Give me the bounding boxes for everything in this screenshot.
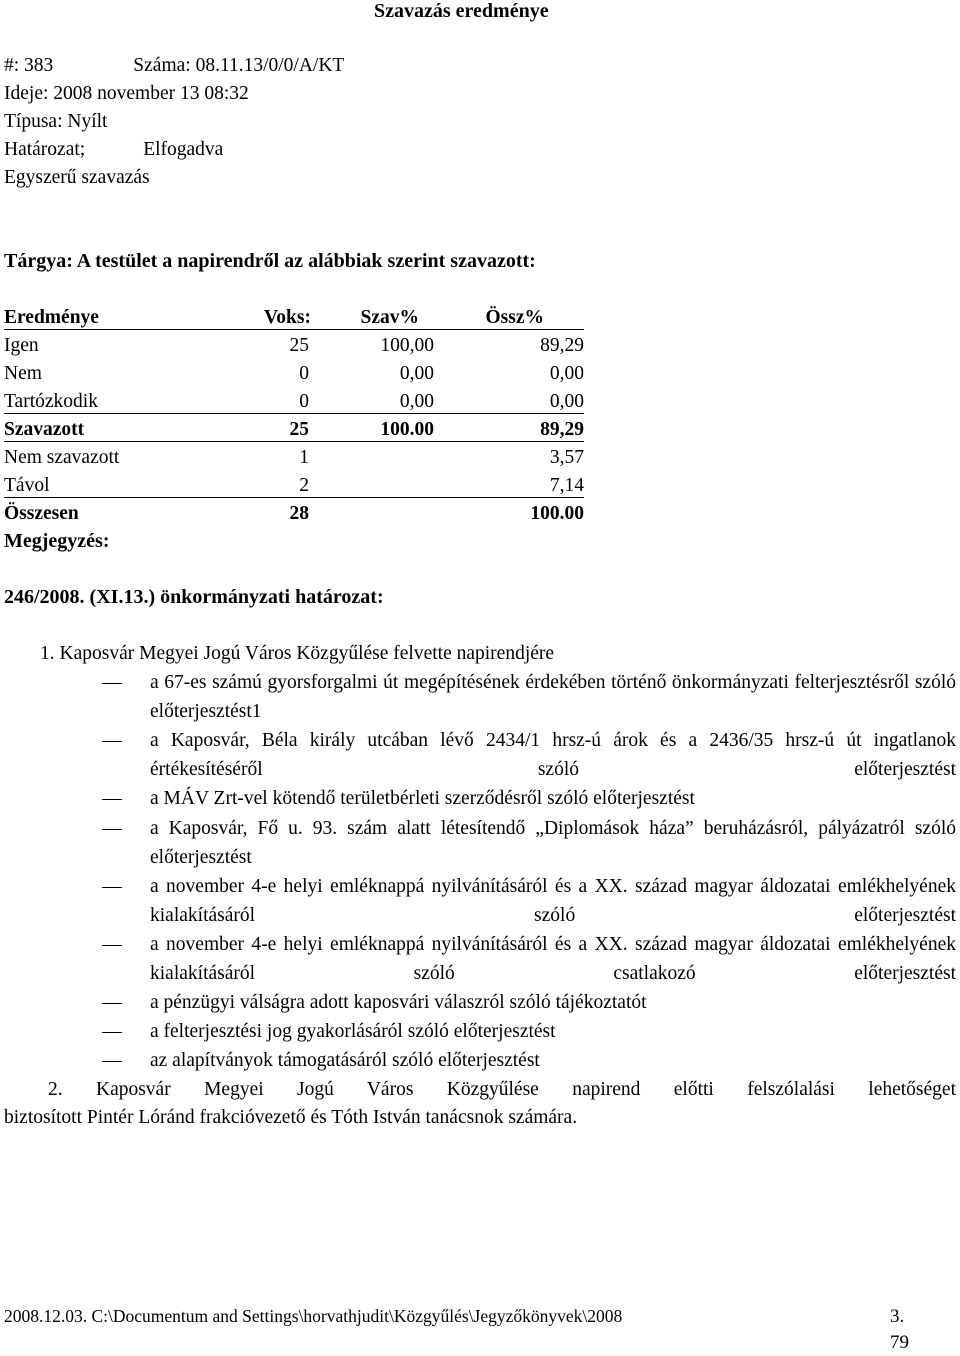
row-total: 89,29 bbox=[540, 335, 584, 356]
header-total-pct: Össz% bbox=[485, 307, 544, 328]
meta-resolution-line bbox=[4, 136, 223, 164]
agenda-item-text: a november 4-e helyi emléknappá nyilvánításáról és a XX. század magyar áldozatai emlékhelyének kialakításáról szóló előterjesztést bbox=[150, 876, 956, 926]
row-total: 3,57 bbox=[549, 447, 584, 468]
vote-subject: Tárgya: A testület a napirendről az alábbiak szerint szavazott: bbox=[4, 250, 536, 272]
row-total: 89,29 bbox=[540, 419, 584, 440]
header-votes: Voks: bbox=[264, 307, 311, 328]
results-row-yes bbox=[4, 332, 584, 360]
meta-resolution-value: Elfogadva bbox=[143, 139, 224, 160]
agenda-item bbox=[150, 785, 956, 814]
results-row-total bbox=[4, 500, 584, 528]
meta-type: Típusa: Nyílt bbox=[4, 111, 108, 132]
page-title: Szavazás eredménye bbox=[374, 0, 549, 22]
dash-bullet bbox=[102, 829, 122, 830]
results-table bbox=[4, 304, 584, 528]
dash-bullet bbox=[102, 741, 122, 742]
row-votes: 1 bbox=[299, 447, 309, 468]
meta-number: #: 383 bbox=[4, 55, 54, 76]
agenda-item-text: a MÁV Zrt-vel kötendő területbérleti szerződésről szóló előterjesztést bbox=[150, 788, 695, 809]
row-votes: 0 bbox=[299, 391, 309, 412]
meta-number-line bbox=[4, 52, 344, 80]
dash-bullet bbox=[102, 1032, 122, 1033]
results-row-not-voted bbox=[4, 444, 584, 472]
agenda-item bbox=[150, 1047, 956, 1076]
dash-bullet bbox=[102, 945, 122, 946]
agenda-item-text: a felterjesztési jog gyakorlásáról szóló előterjesztést bbox=[150, 1021, 556, 1042]
agenda-item bbox=[150, 1018, 956, 1047]
results-row-voted bbox=[4, 416, 584, 444]
footer-page-number bbox=[890, 1304, 909, 1356]
row-pct: 100,00 bbox=[380, 335, 434, 356]
row-label: Nem szavazott bbox=[4, 447, 120, 468]
agenda-item bbox=[150, 669, 956, 726]
header-result: Eredménye bbox=[4, 307, 99, 328]
footer-page-b: 79 bbox=[890, 1332, 909, 1353]
agenda-item-text: a november 4-e helyi emléknappá nyilvánításáról és a XX. század magyar áldozatai emlékhelyének kialakításáról szóló csatlakozó előterjesztést bbox=[150, 934, 956, 984]
meta-date: Ideje: 2008 november 13 08:32 bbox=[4, 83, 249, 104]
agenda-item bbox=[150, 873, 956, 930]
item-1-intro: 1. Kaposvár Megyei Jogú Város Közgyűlése felvette napirendjére bbox=[40, 643, 555, 664]
dash-bullet bbox=[102, 799, 122, 800]
dash-bullet bbox=[102, 1061, 122, 1062]
row-total: 0,00 bbox=[549, 363, 584, 384]
item-2-first-line: 2. Kaposvár Megyei Jogú Város Közgyűlése napirend előtti felszólalási lehetőséget bbox=[48, 1079, 956, 1100]
row-votes: 2 bbox=[299, 475, 309, 496]
note-label: Megjegyzés: bbox=[4, 530, 110, 552]
row-label: Nem bbox=[4, 363, 42, 384]
item-2 bbox=[4, 1076, 956, 1132]
row-total: 7,14 bbox=[549, 475, 584, 496]
dash-bullet bbox=[102, 887, 122, 888]
results-row-absent bbox=[4, 472, 584, 500]
item-2-second-line: biztosított Pintér Lóránd frakcióvezető és Tóth István tanácsnok számára. bbox=[4, 1107, 578, 1128]
row-pct: 100.00 bbox=[380, 419, 434, 440]
row-votes: 25 bbox=[289, 419, 309, 440]
resolution-title: 246/2008. (XI.13.) önkormányzati határozat: bbox=[4, 586, 384, 608]
results-row-no bbox=[4, 360, 584, 388]
agenda-item bbox=[150, 989, 956, 1018]
agenda-item-text: a 67-es számú gyorsforgalmi út megépítésének érdekében történő önkormányzati felterjesztésről szóló előterjesztést1 bbox=[150, 672, 956, 722]
header-vote-pct: Szav% bbox=[360, 307, 419, 328]
agenda-item bbox=[150, 815, 956, 872]
footer-path: 2008.12.03. C:\Documentum and Settings\horvathjudit\Közgyűlés\Jegyzőkönyvek\2008 bbox=[4, 1306, 623, 1326]
row-label: Igen bbox=[4, 335, 39, 356]
meta-resolution-label: Határozat; bbox=[4, 139, 86, 160]
row-label: Távol bbox=[4, 475, 50, 496]
row-total: 100.00 bbox=[530, 503, 584, 524]
agenda-item bbox=[150, 931, 956, 988]
row-pct: 0,00 bbox=[399, 391, 434, 412]
row-label: Szavazott bbox=[4, 419, 85, 440]
footer-page-a: 3. bbox=[890, 1306, 905, 1327]
row-pct: 0,00 bbox=[399, 363, 434, 384]
results-header-row bbox=[4, 304, 584, 332]
row-votes: 0 bbox=[299, 363, 309, 384]
meta-simple-vote: Egyszerű szavazás bbox=[4, 167, 150, 188]
agenda-item-text: a pénzügyi válságra adott kaposvári válaszról szóló tájékoztatót bbox=[150, 992, 647, 1013]
row-votes: 28 bbox=[289, 503, 309, 524]
agenda-item-text: az alapítványok támogatásáról szóló előterjesztést bbox=[150, 1050, 540, 1071]
dash-bullet bbox=[102, 683, 122, 684]
agenda-item-text: a Kaposvár, Fő u. 93. szám alatt létesítendő „Diplomások háza” beruházásról, pályázatról szóló előterjesztést bbox=[150, 818, 956, 868]
meta-id: Száma: 08.11.13/0/0/A/KT bbox=[133, 55, 345, 76]
results-row-abstain bbox=[4, 388, 584, 416]
agenda-item bbox=[150, 727, 956, 784]
row-label: Összesen bbox=[4, 503, 79, 524]
agenda-item-text: a Kaposvár, Béla király utcában lévő 2434/1 hrsz-ú árok és a 2436/35 hrsz-ú út ingatlanok értékesítéséről szóló előterjesztést bbox=[150, 730, 956, 780]
row-total: 0,00 bbox=[549, 391, 584, 412]
dash-bullet bbox=[102, 1003, 122, 1004]
row-votes: 25 bbox=[289, 335, 309, 356]
row-label: Tartózkodik bbox=[4, 391, 98, 412]
